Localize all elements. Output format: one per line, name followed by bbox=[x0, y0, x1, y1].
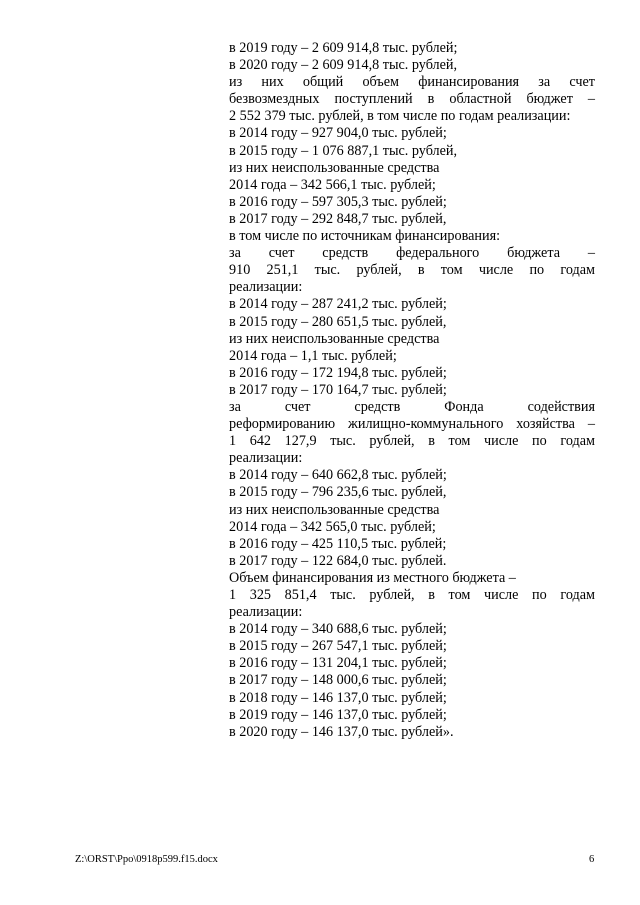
text-line: в 2014 году – 340 688,6 тыс. рублей; bbox=[229, 621, 447, 638]
text-line: в 2017 году – 292 848,7 тыс. рублей, bbox=[229, 210, 447, 227]
text-line: в 2016 году – 172 194,8 тыс. рублей; bbox=[229, 364, 447, 381]
text-line: в том числе по источникам финансирования: bbox=[229, 228, 501, 245]
text-line: 2014 года – 1,1 тыс. рублей; bbox=[229, 347, 397, 364]
footer-page-number: 6 bbox=[589, 854, 595, 865]
text-line: в 2016 году – 597 305,3 тыс. рублей; bbox=[229, 193, 447, 210]
text-line: из них неиспользованные средства bbox=[229, 330, 440, 347]
text-line: за счет средств Фонда содействия bbox=[229, 398, 595, 415]
text-line: из них неиспользованные средства bbox=[229, 501, 440, 518]
text-line: 1 325 851,4 тыс. рублей, в том числе по годам bbox=[229, 587, 595, 603]
text-line: реализации: bbox=[229, 604, 303, 621]
text-line: реформированию жилищно-коммунального хозяйства – bbox=[229, 416, 595, 433]
text-line: Объем финансирования из местного бюджета – bbox=[229, 569, 516, 586]
text-line: в 2017 году – 170 164,7 тыс. рублей; bbox=[229, 381, 447, 398]
text-line: из них общий объем финансирования за счет bbox=[229, 74, 595, 91]
text-line: в 2019 году – 2 609 914,8 тыс. рублей; bbox=[229, 40, 458, 56]
text-line: в 2015 году – 796 235,6 тыс. рублей, bbox=[229, 484, 447, 501]
text-line: за счет средств федерального бюджета – bbox=[229, 245, 595, 262]
text-line: в 2015 году – 1 076 887,1 тыс. рублей, bbox=[229, 142, 458, 159]
text-line: 910 251,1 тыс. рублей, в том числе по годам bbox=[229, 262, 595, 279]
text-line: в 2014 году – 927 904,0 тыс. рублей; bbox=[229, 125, 447, 142]
text-line: в 2019 году – 146 137,0 тыс. рублей; bbox=[229, 706, 447, 723]
text-line: 2014 года – 342 565,0 тыс. рублей; bbox=[229, 518, 436, 535]
text-line: в 2015 году – 267 547,1 тыс. рублей; bbox=[229, 638, 447, 655]
text-line: из них неиспользованные средства bbox=[229, 159, 440, 176]
text-line: безвозмездных поступлений в областной бюджет – bbox=[229, 91, 595, 108]
text-line: в 2014 году – 287 241,2 тыс. рублей; bbox=[229, 296, 447, 313]
text-line: реализации: bbox=[229, 450, 303, 467]
text-line: 1 642 127,9 тыс. рублей, в том числе по годам bbox=[229, 433, 595, 450]
text-line: 2 552 379 тыс. рублей, в том числе по годам реализации: bbox=[229, 108, 571, 125]
footer-file-path: Z:\ORST\Ppo\0918p599.f15.docx bbox=[75, 854, 218, 865]
document-body bbox=[229, 40, 595, 741]
text-line: в 2015 году – 280 651,5 тыс. рублей, bbox=[229, 313, 447, 330]
text-line: в 2016 году – 131 204,1 тыс. рублей; bbox=[229, 655, 447, 672]
text-line: в 2016 году – 425 110,5 тыс. рублей; bbox=[229, 535, 447, 552]
text-line: в 2014 году – 640 662,8 тыс. рублей; bbox=[229, 467, 447, 484]
text-line: в 2020 году – 2 609 914,8 тыс. рублей, bbox=[229, 57, 458, 74]
text-line: в 2017 году – 148 000,6 тыс. рублей; bbox=[229, 672, 447, 689]
text-line: в 2018 году – 146 137,0 тыс. рублей; bbox=[229, 689, 447, 706]
text-line: в 2020 году – 146 137,0 тыс. рублей». bbox=[229, 723, 454, 740]
text-line: в 2017 году – 122 684,0 тыс. рублей. bbox=[229, 552, 447, 569]
text-line: 2014 года – 342 566,1 тыс. рублей; bbox=[229, 176, 436, 193]
text-line: реализации: bbox=[229, 279, 303, 296]
